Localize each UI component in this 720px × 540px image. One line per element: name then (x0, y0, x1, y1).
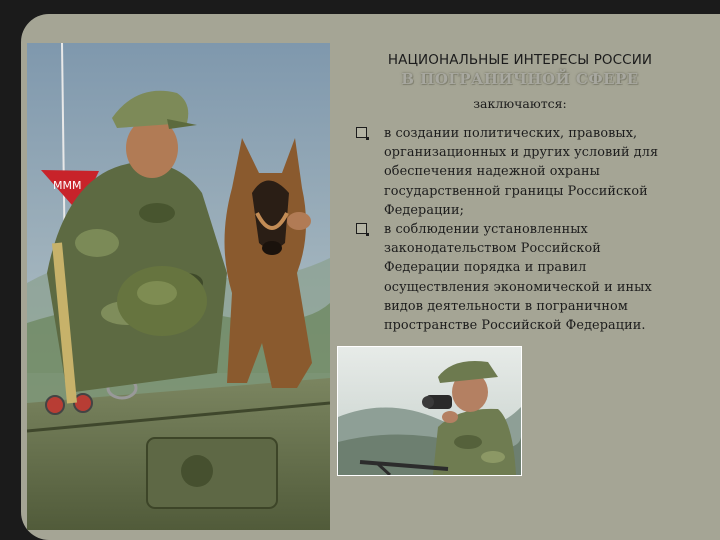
bullet-line: пространстве Российской Федерации. (384, 318, 646, 334)
bullet-line: в соблюдении установленных (384, 222, 588, 238)
soldier-with-binoculars-photo (338, 347, 521, 475)
checkbox-bullet-icon (356, 223, 367, 234)
bullet-line: организационных и других условий для (384, 145, 659, 161)
bullet-item (356, 220, 686, 335)
slide-title: НАЦИОНАЛЬНЫЕ ИНТЕРЕСЫ РОССИИ (387, 52, 653, 68)
bullet-line: законодательством Российской (384, 241, 601, 257)
slide-subtitle: В ПОГРАНИЧНОЙ СФЕРЕ (401, 70, 639, 88)
bullet-item (356, 124, 686, 220)
soldier-with-dog-photo (27, 43, 330, 530)
bullet-line: осуществления экономической и иных (384, 279, 652, 295)
bullet-line: государственной границы Российской (384, 183, 648, 199)
slide-intro: заключаются: (473, 96, 567, 111)
bullet-line: обеспечения надежной охраны (384, 164, 600, 180)
bullet-line: видов деятельности в пограничном (384, 298, 628, 314)
bullet-line: Федерации; (384, 202, 465, 218)
bullet-list (356, 124, 686, 335)
checkbox-bullet-icon (356, 127, 367, 138)
bullet-line: в создании политических, правовых, (384, 126, 638, 141)
svg-text:МММ: МММ (53, 179, 82, 192)
bullet-line: Федерации порядка и правил (384, 260, 587, 276)
